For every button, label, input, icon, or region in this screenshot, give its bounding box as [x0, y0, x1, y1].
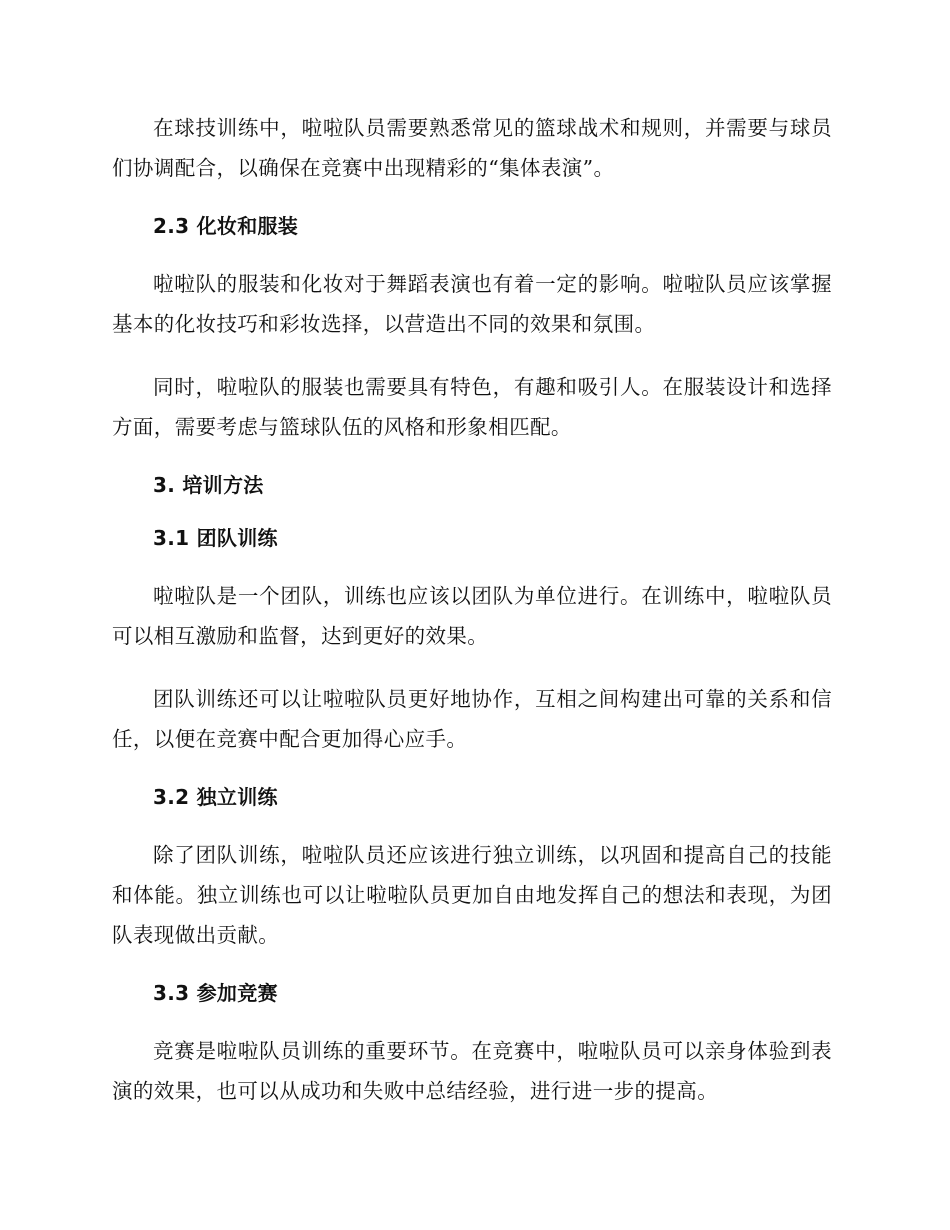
heading-3: 3. 培训方法 — [153, 473, 264, 497]
heading-3-1: 3.1 团队训练 — [153, 526, 278, 550]
paragraph-2: 啦啦队的服装和化妆对于舞蹈表演也有着一定的影响。啦啦队员应该掌握基本的化妆技巧和彩妆选择，以营造出不同的效果和氛围。 — [112, 272, 832, 336]
heading-3-3: 3.3 参加竞赛 — [153, 981, 278, 1005]
paragraph-4: 啦啦队是一个团队，训练也应该以团队为单位进行。在训练中，啦啦队员可以相互激励和监督，达到更好的效果。 — [112, 584, 832, 648]
paragraph-3: 同时，啦啦队的服装也需要具有特色，有趣和吸引人。在服装设计和选择方面，需要考虑与篮球队伍的风格和形象相匹配。 — [112, 375, 832, 439]
document-page — [112, 108, 832, 1134]
paragraph-5: 团队训练还可以让啦啦队员更好地协作，互相之间构建出可靠的关系和信任，以便在竞赛中配合更加得心应手。 — [112, 687, 832, 751]
paragraph-7: 竞赛是啦啦队员训练的重要环节。在竞赛中，啦啦队员可以亲身体验到表演的效果，也可以从成功和失败中总结经验，进行进一步的提高。 — [112, 1039, 832, 1103]
heading-3-2: 3.2 独立训练 — [153, 785, 278, 809]
paragraph-1: 在球技训练中，啦啦队员需要熟悉常见的篮球战术和规则，并需要与球员们协调配合，以确保在竞赛中出现精彩的“集体表演”。 — [112, 116, 832, 180]
paragraph-6: 除了团队训练，啦啦队员还应该进行独立训练，以巩固和提高自己的技能和体能。独立训练也可以让啦啦队员更加自由地发挥自己的想法和表现，为团队表现做出贡献。 — [112, 843, 832, 947]
heading-2-3: 2.3 化妆和服装 — [153, 214, 299, 238]
